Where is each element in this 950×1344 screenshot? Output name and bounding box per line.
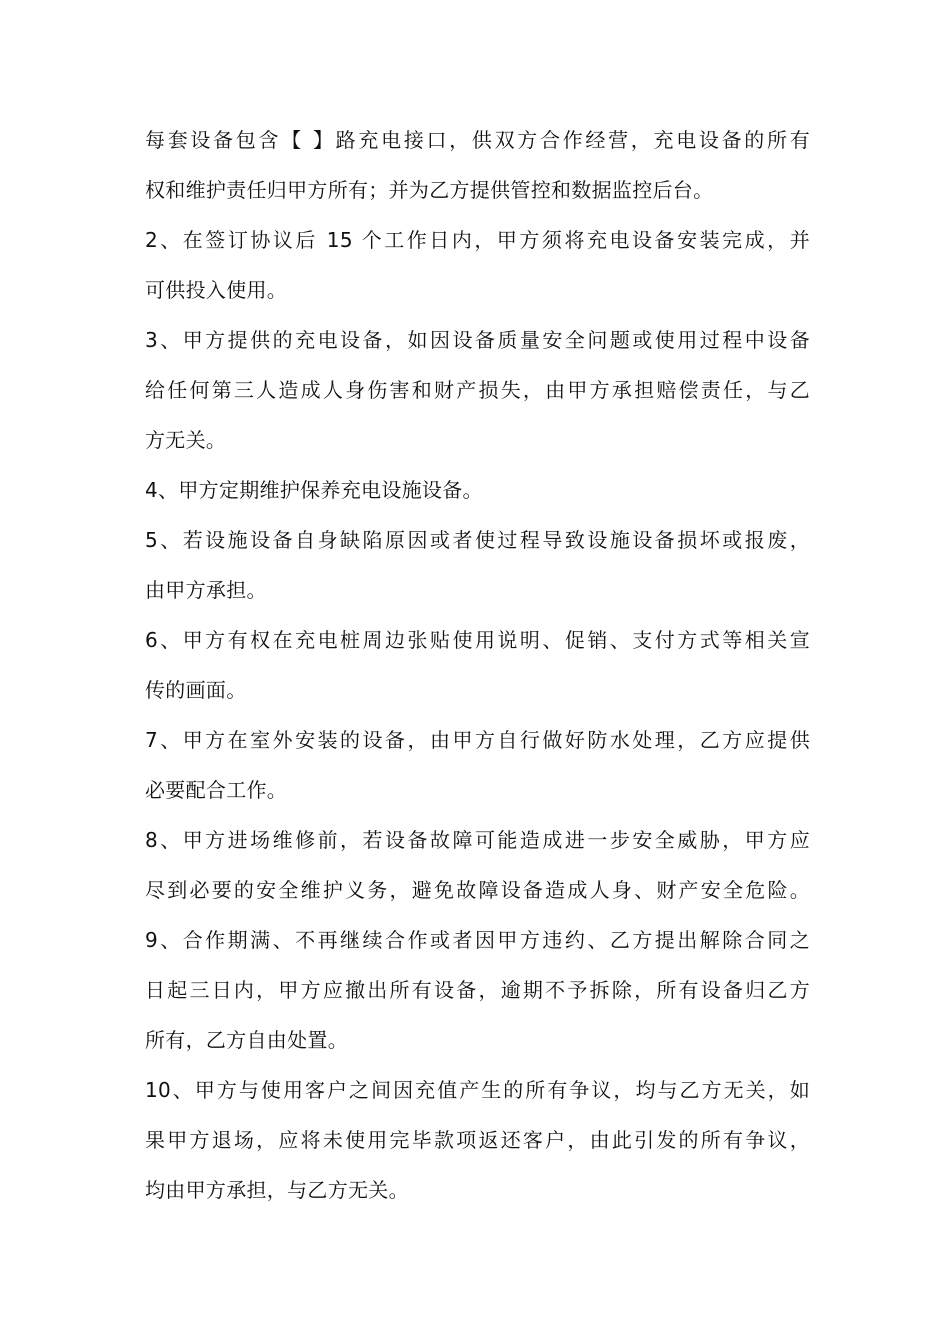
text-line: 每套设备包含【 】路充电接口，供双方合作经营，充电设备的所有 (145, 128, 810, 152)
text-line: 必要配合工作。 (145, 778, 288, 802)
text-line: 10、甲方与使用客户之间因充值产生的所有争议，均与乙方无关，如 (145, 1078, 810, 1102)
text-line: 日起三日内，甲方应撤出所有设备，逾期不予拆除，所有设备归乙方 (145, 978, 810, 1002)
text-line: 尽到必要的安全维护义务，避免故障设备造成人身、财产安全危险。 (145, 878, 810, 902)
text-line: 2、在签订协议后 15 个工作日内，甲方须将充电设备安装完成，并 (145, 228, 810, 252)
text-line: 8、甲方进场维修前，若设备故障可能造成进一步安全威胁，甲方应 (145, 828, 810, 852)
text-line: 给任何第三人造成人身伤害和财产损失，由甲方承担赔偿责任，与乙 (145, 378, 810, 402)
text-line: 由甲方承担。 (145, 578, 267, 602)
text-line: 方无关。 (145, 428, 227, 452)
text-line: 3、甲方提供的充电设备，如因设备质量安全问题或使用过程中设备 (145, 328, 810, 352)
text-line: 5、若设施设备自身缺陷原因或者使过程导致设施设备损坏或报废， (145, 528, 810, 552)
text-line: 4、甲方定期维护保养充电设施设备。 (145, 478, 483, 502)
text-line: 权和维护责任归甲方所有；并为乙方提供管控和数据监控后台。 (145, 178, 714, 202)
text-line: 所有，乙方自由处置。 (145, 1028, 348, 1052)
text-line: 7、甲方在室外安装的设备，由甲方自行做好防水处理，乙方应提供 (145, 728, 810, 752)
text-line: 果甲方退场，应将未使用完毕款项返还客户，由此引发的所有争议， (145, 1128, 810, 1152)
document-body (145, 115, 810, 1215)
text-line: 可供投入使用。 (145, 278, 288, 302)
text-line: 9、合作期满、不再继续合作或者因甲方违约、乙方提出解除合同之 (145, 928, 810, 952)
text-line: 均由甲方承担，与乙方无关。 (145, 1178, 409, 1202)
text-line: 6、甲方有权在充电桩周边张贴使用说明、促销、支付方式等相关宣 (145, 628, 810, 652)
text-line: 传的画面。 (145, 678, 247, 702)
